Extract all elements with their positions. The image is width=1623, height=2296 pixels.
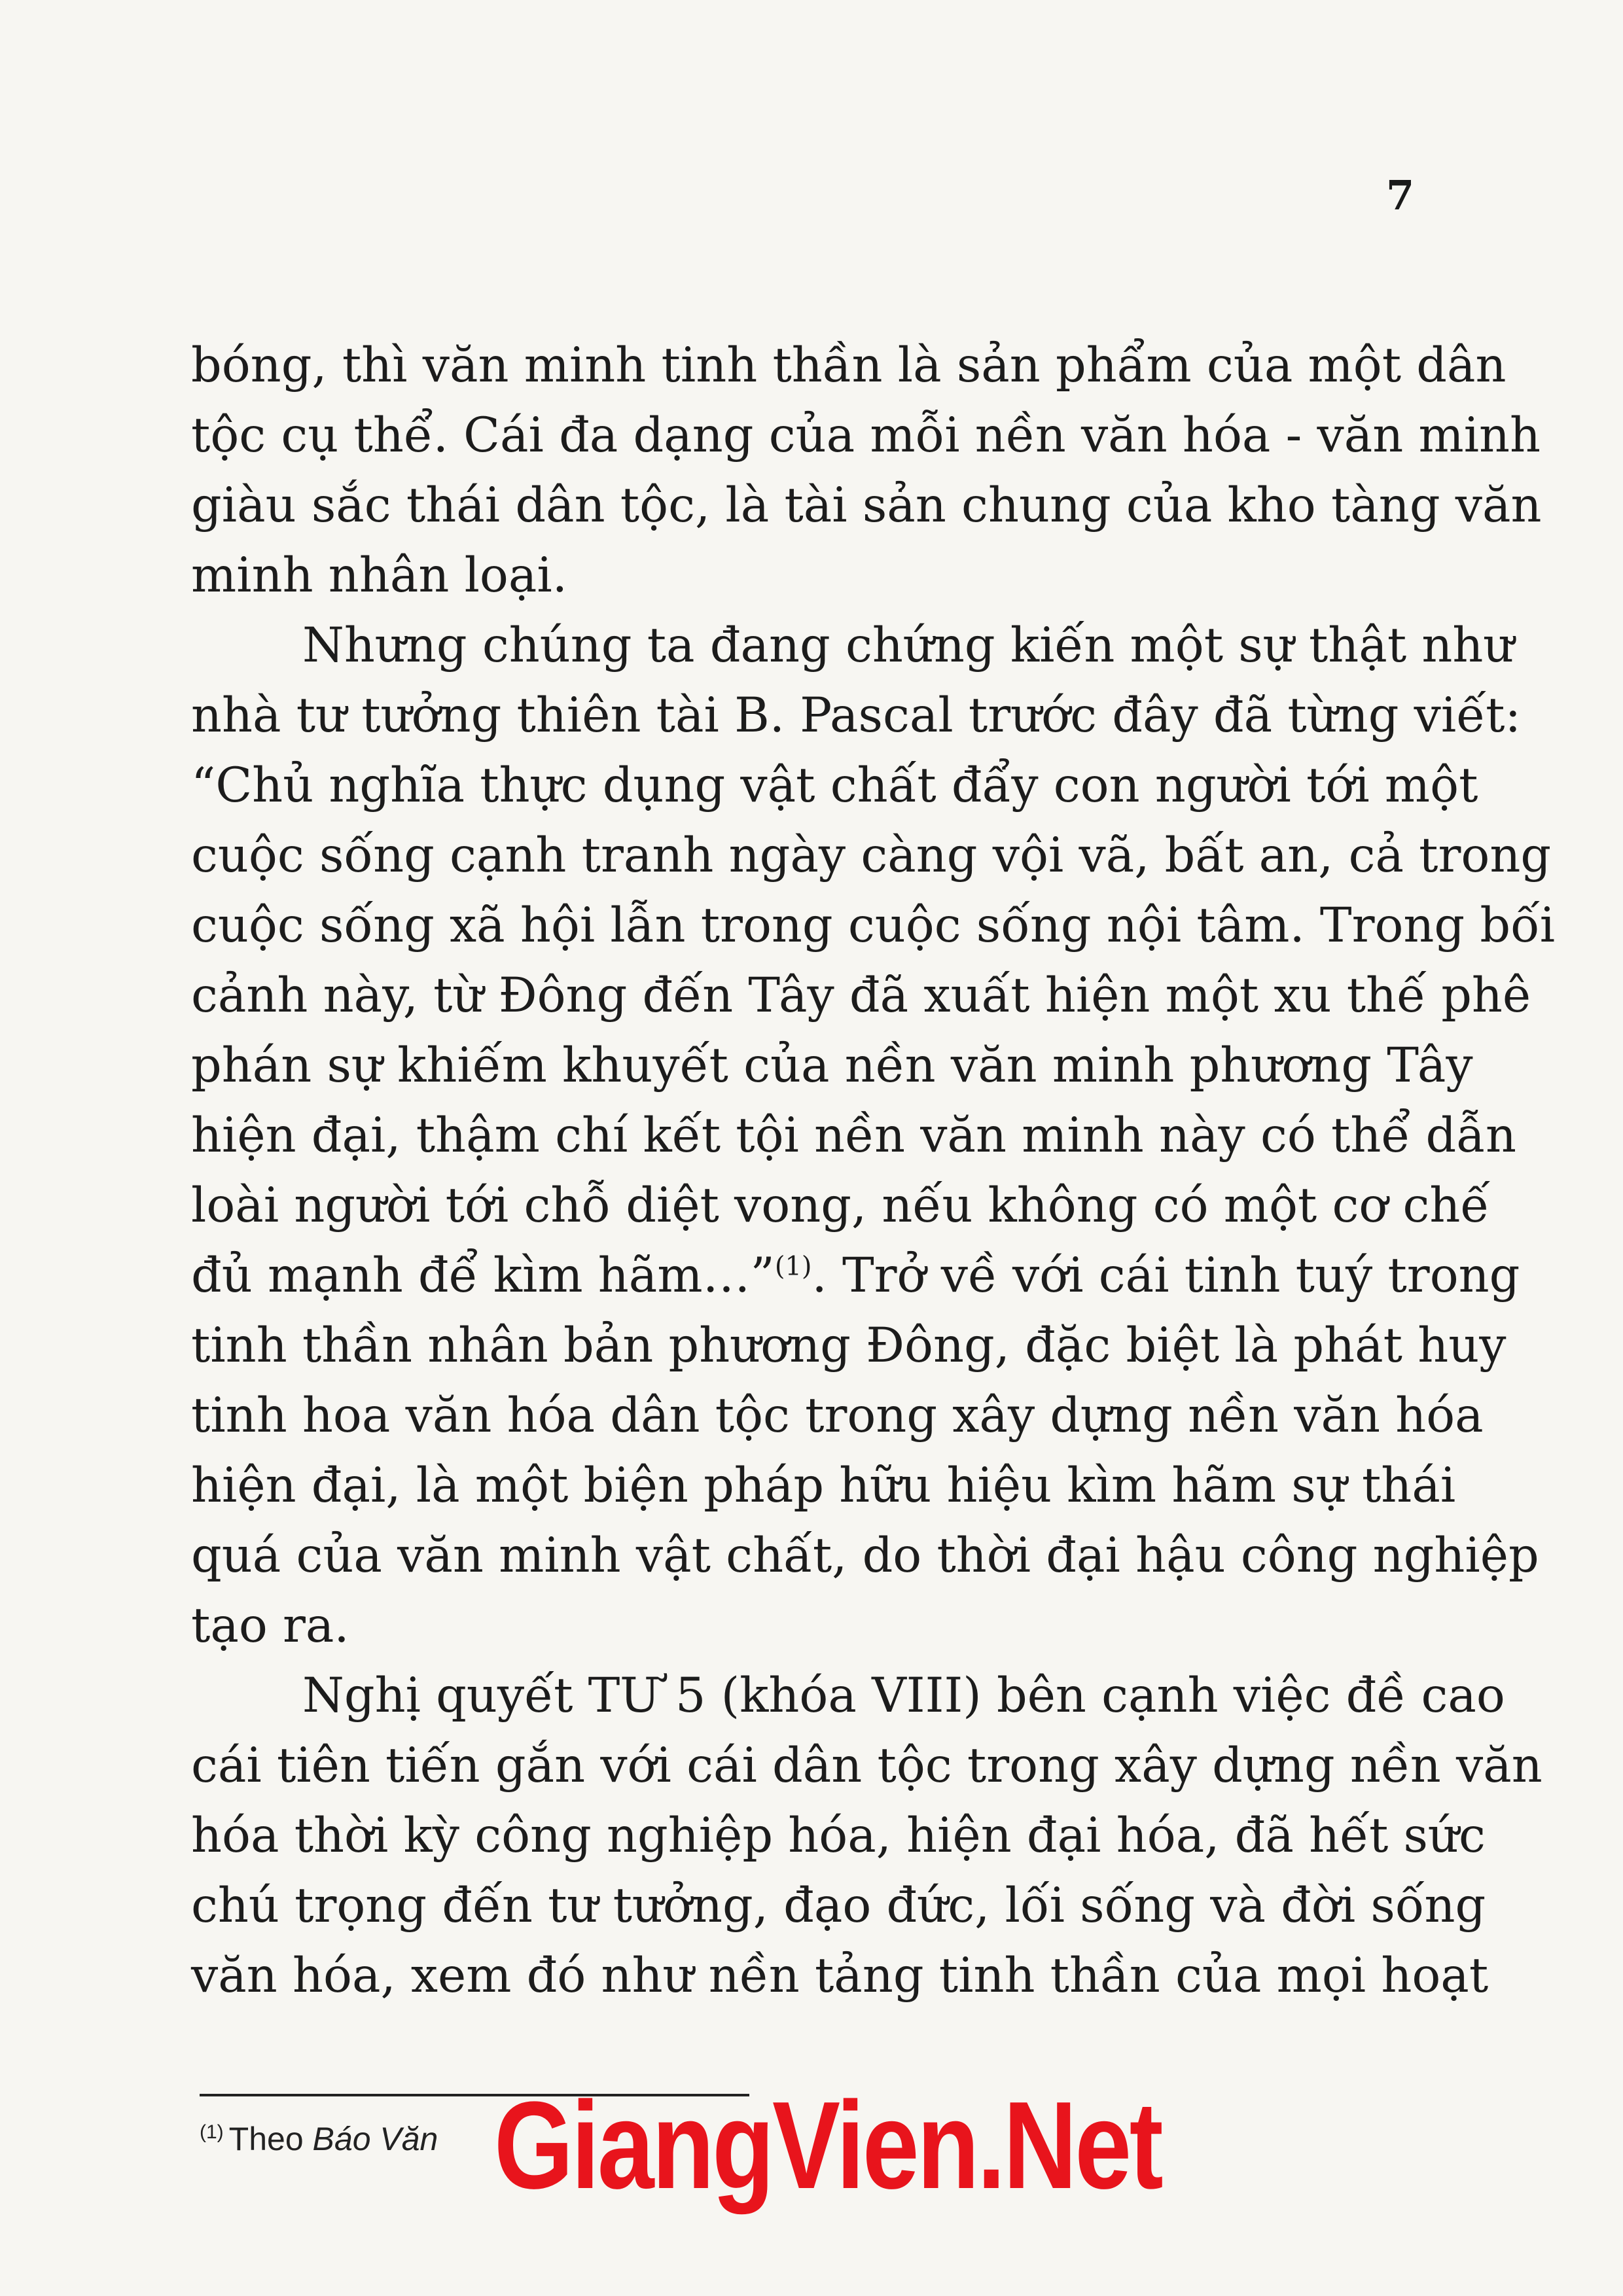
text-line: hóa thời kỳ công nghiệp hóa, hiện đại hóa, đã hết sức [191,1808,1486,1863]
text-line: hiện đại, thậm chí kết tội nền văn minh này có thể dẫn [191,1108,1516,1163]
text-line: minh nhân loại. [191,548,567,603]
footnote-prefix: Theo [228,2121,304,2157]
footnote-marker: (1) [200,2121,224,2144]
text-line: chú trọng đến tư tưởng, đạo đức, lối sống và đời sống [191,1878,1486,1934]
text-line: văn hóa, xem đó như nền tảng tinh thần của mọi hoạt [191,1948,1489,2004]
text-line: tinh thần nhân bản phương Đông, đặc biệt là phát huy [191,1318,1507,1373]
text-line: phán sự khiếm khuyết của nền văn minh phương Tây [191,1038,1473,1093]
text-line: tinh hoa văn hóa dân tộc trong xây dựng nền văn hóa [191,1388,1484,1443]
footnote-reference: (1) [774,1251,812,1282]
text-line: bóng, thì văn minh tinh thần là sản phẩm của một dân [191,338,1507,393]
text-line: giàu sắc thái dân tộc, là tài sản chung của kho tàng văn [191,478,1542,533]
text-line: cuộc sống xã hội lẫn trong cuộc sống nội tâm. Trong bối [191,898,1556,953]
text-line: cảnh này, từ Đông đến Tây đã xuất hiện một xu thế phê [191,968,1531,1023]
footnote-source: Báo Văn [312,2121,438,2157]
footnote [200,2120,438,2158]
text-fragment: đủ mạnh để kìm hãm…” [191,1248,775,1303]
text-line: Nhưng chúng ta đang chứng kiến một sự thật như [302,618,1514,673]
page-number: 7 [1386,171,1415,219]
watermark-logo: GiangVien.Net [494,2076,1162,2215]
text-line: hiện đại, là một biện pháp hữu hiệu kìm hãm sự thái [191,1458,1456,1513]
text-line: “Chủ nghĩa thực dụng vật chất đẩy con người tới một [191,758,1478,813]
text-line: cuộc sống cạnh tranh ngày càng vội vã, bất an, cả trong [191,828,1552,883]
text-line: nhà tư tưởng thiên tài B. Pascal trước đây đã từng viết: [191,688,1522,743]
text-line-with-footnote [191,1241,1520,1311]
text-fragment: . Trở về với cái tinh tuý trong [812,1248,1520,1303]
text-line: quá của văn minh vật chất, do thời đại hậu công nghiệp [191,1528,1539,1583]
text-line: Nghị quyết TƯ 5 (khóa VIII) bên cạnh việc đề cao [302,1668,1505,1723]
text-line: loài người tới chỗ diệt vong, nếu không có một cơ chế [191,1178,1490,1233]
body-text [191,330,1556,2011]
text-line: cái tiên tiến gắn với cái dân tộc trong xây dựng nền văn [191,1738,1543,1793]
text-line: tộc cụ thể. Cái đa dạng của mỗi nền văn hóa - văn minh [191,408,1541,463]
text-line: tạo ra. [191,1598,349,1653]
